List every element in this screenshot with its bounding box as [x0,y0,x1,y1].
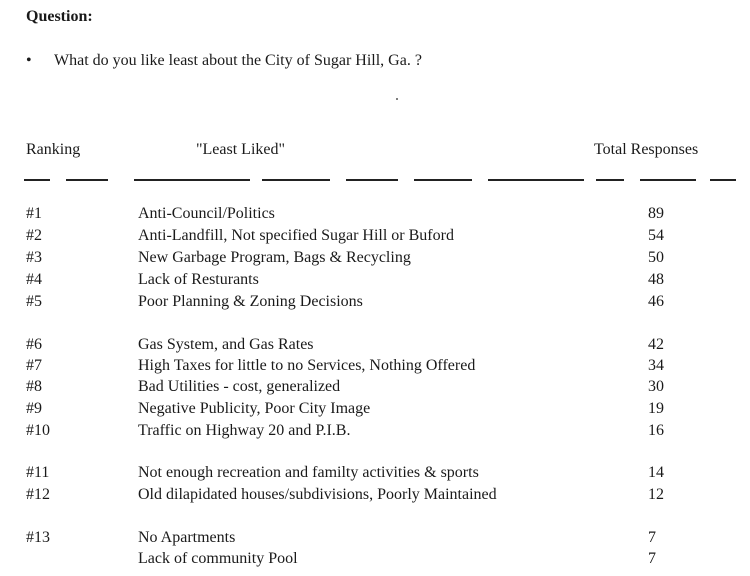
table-row [0,550,750,572]
divider [596,179,624,181]
divider [66,179,108,181]
item-text: Poor Planning & Zoning Decisions [138,293,363,310]
table-row [0,271,750,293]
table-row [0,357,750,379]
response-count: 48 [648,271,664,288]
item-text: High Taxes for little to no Services, Nothing Offered [138,357,476,374]
response-count: 30 [648,378,664,395]
divider [346,179,398,181]
item-text: Anti-Landfill, Not specified Sugar Hill or Buford [138,227,454,244]
rank: #3 [26,249,42,266]
question-line [26,52,422,70]
item-text: Negative Publicity, Poor City Image [138,400,371,417]
ranking-column-header: Ranking [26,141,81,158]
rank: #10 [26,422,50,439]
rank: #6 [26,336,42,353]
table-row [0,378,750,400]
rank: #7 [26,357,42,374]
table-row [0,336,750,358]
rank: #9 [26,400,42,417]
table-row [0,529,750,551]
total-responses-column-header: Total Responses [594,141,699,158]
table-row [0,205,750,227]
question-heading: Question: [26,8,93,25]
item-text: Anti-Council/Politics [138,205,275,222]
response-count: 19 [648,400,664,417]
question-text: What do you like least about the City of Sugar Hill, Ga. ? [54,52,422,69]
divider [710,179,736,181]
response-count: 12 [648,486,664,503]
item-text: No Apartments [138,529,236,546]
rank: #11 [26,464,50,481]
table-row [0,293,750,315]
least-liked-column-header: "Least Liked" [196,141,286,158]
divider [262,179,330,181]
response-count: 42 [648,336,664,353]
table-row [0,249,750,271]
response-count: 46 [648,293,664,310]
item-text: Lack of Resturants [138,271,259,288]
rank: #13 [26,529,50,546]
rank: #2 [26,227,42,244]
divider [24,179,50,181]
rank: #5 [26,293,42,310]
response-count: 7 [648,529,656,546]
response-count: 16 [648,422,664,439]
stray-mark [396,98,398,100]
item-text: Bad Utilities - cost, generalized [138,378,341,395]
rank: #1 [26,205,42,222]
divider [414,179,472,181]
item-text: Old dilapidated houses/subdivisions, Poorly Maintained [138,486,497,503]
rank: #8 [26,378,42,395]
header-underline [0,179,750,182]
item-text: Gas System, and Gas Rates [138,336,314,353]
divider [134,179,250,181]
divider [488,179,584,181]
divider [640,179,696,181]
item-text: New Garbage Program, Bags & Recycling [138,249,411,266]
table-row [0,227,750,249]
item-text: Not enough recreation and familty activities & sports [138,464,479,481]
item-text: Traffic on Highway 20 and P.I.B. [138,422,351,439]
response-count: 89 [648,205,664,222]
response-count: 7 [648,550,656,567]
rank: #12 [26,486,50,503]
response-count: 34 [648,357,664,374]
response-count: 50 [648,249,664,266]
table-row [0,464,750,486]
table-row [0,400,750,422]
item-text: Lack of community Pool [138,550,298,567]
table-row [0,422,750,444]
bullet-icon: • [26,52,32,69]
rank: #4 [26,271,42,288]
response-count: 14 [648,464,664,481]
response-count: 54 [648,227,664,244]
table-row [0,486,750,508]
